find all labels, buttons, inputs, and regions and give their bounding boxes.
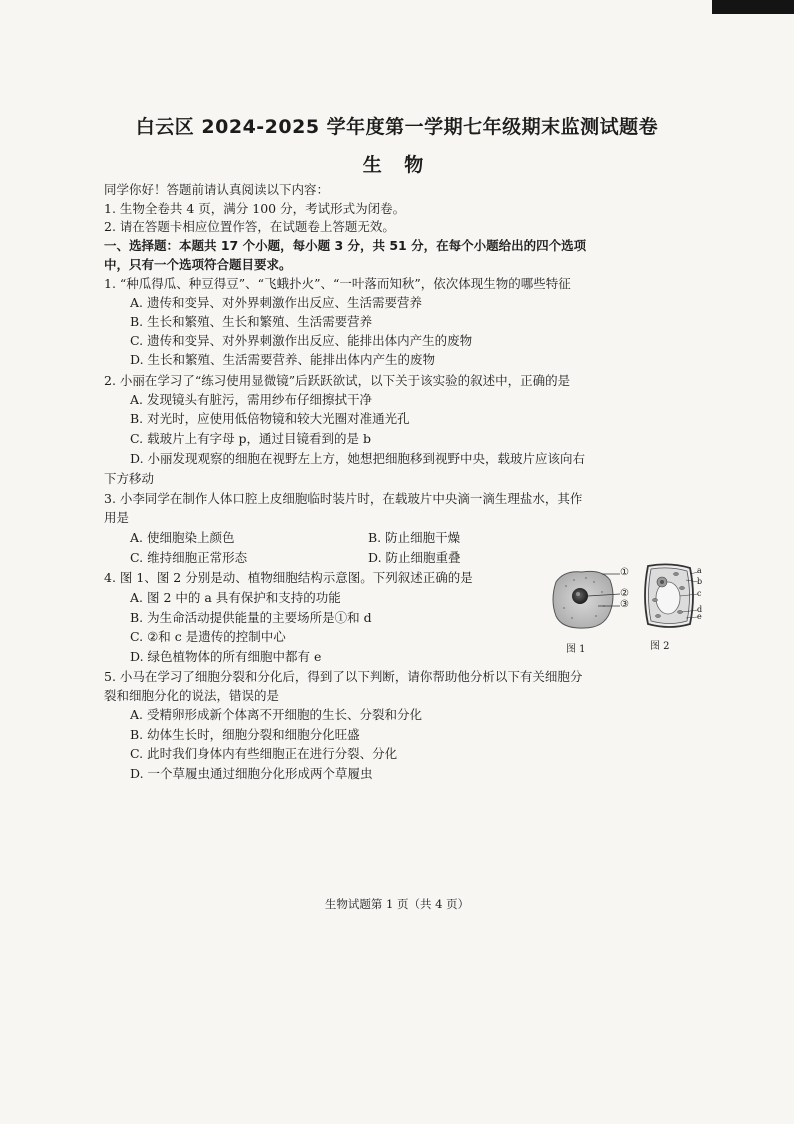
figure-2-marker-d: d xyxy=(697,605,703,614)
figure-2-marker-a: a xyxy=(697,566,702,575)
question-4-option-c: C. ②和 c 是遗传的控制中心 xyxy=(130,629,286,644)
question-4-option-d: D. 绿色植物体的所有细胞中都有 e xyxy=(130,649,322,664)
question-3-stem-line2: 用是 xyxy=(104,510,130,525)
figure-2-plant-cell xyxy=(640,560,703,632)
question-4-option-a: A. 图 2 中的 a 具有保护和支持的功能 xyxy=(130,590,341,605)
question-3-option-c: C. 维持细胞正常形态 xyxy=(130,550,248,565)
page-footer: 生物试题第 1 页（共 4 页） xyxy=(324,897,470,911)
figure-2-marker-b: b xyxy=(697,577,703,586)
question-3-stem-line1: 3. 小李同学在制作人体口腔上皮细胞临时装片时，在载玻片中央滴一滴生理盐水，其作 xyxy=(104,491,583,506)
question-5-stem-line2: 裂和细胞分化的说法，错误的是 xyxy=(104,688,280,703)
question-5-option-b: B. 幼体生长时，细胞分裂和细胞分化旺盛 xyxy=(130,727,360,742)
figure-1-caption: 图 1 xyxy=(566,644,586,655)
question-5-option-a: A. 受精卵形成新个体离不开细胞的生长、分裂和分化 xyxy=(130,707,422,722)
question-3-option-a: A. 使细胞染上颜色 xyxy=(130,530,235,545)
question-3-option-d: D. 防止细胞重叠 xyxy=(368,550,461,565)
figure-1-marker-2: ② xyxy=(620,588,629,599)
question-1-option-c: C. 遗传和变异、对外界刺激作出反应、能排出体内产生的废物 xyxy=(130,333,473,348)
question-1-stem: 1. “种瓜得瓜、种豆得豆”、“飞蛾扑火”、“一叶落而知秋”，依次体现生物的哪些特征 xyxy=(104,276,571,291)
exam-subject: 生 物 xyxy=(362,154,432,176)
question-2-stem: 2. 小丽在学习了“练习使用显微镜”后跃跃欲试，以下关于该实验的叙述中，正确的是 xyxy=(104,373,571,388)
figure-2-marker-e: e xyxy=(697,612,702,621)
question-1-option-a: A. 遗传和变异、对外界刺激作出反应、生活需要营养 xyxy=(130,295,422,310)
exam-title: 白云区 2024-2025 学年度第一学期七年级期末监测试题卷 xyxy=(135,116,659,138)
figure-2-marker-c: c xyxy=(697,589,702,598)
question-1-option-b: B. 生长和繁殖、生长和繁殖、生活需要营养 xyxy=(130,314,373,329)
scan-edge-shadow xyxy=(712,0,794,14)
question-5-option-c: C. 此时我们身体内有些细胞正在进行分裂、分化 xyxy=(130,746,398,761)
question-2-option-d-continued: 下方移动 xyxy=(104,471,155,486)
section-heading-line2: 中，只有一个选项符合题目要求。 xyxy=(104,257,292,272)
figure-1-marker-3: ③ xyxy=(620,599,629,610)
figure-2-caption: 图 2 xyxy=(650,641,670,652)
section-heading-line1: 一、选择题：本题共 17 个小题，每小题 3 分，共 51 分，在每个小题给出的四个选项 xyxy=(104,238,587,253)
question-5-option-d: D. 一个草履虫通过细胞分化形成两个草履虫 xyxy=(130,766,373,781)
figure-1-marker-1: ① xyxy=(620,567,629,578)
question-2-option-a: A. 发现镜头有脏污，需用纱布仔细擦拭干净 xyxy=(130,392,372,407)
question-2-option-b: B. 对光时，应使用低倍物镜和较大光圈对准通光孔 xyxy=(130,411,410,426)
question-2-option-c: C. 载玻片上有字母 p，通过目镜看到的是 b xyxy=(130,431,372,446)
question-2-option-d: D. 小丽发现观察的细胞在视野左上方，她想把细胞移到视野中央，载玻片应该向右 xyxy=(130,451,586,466)
question-3-option-b: B. 防止细胞干燥 xyxy=(368,530,461,545)
question-5-stem-line1: 5. 小马在学习了细胞分裂和分化后，得到了以下判断，请你帮助他分析以下有关细胞分 xyxy=(104,669,583,684)
question-4-stem: 4. 图 1、图 2 分别是动、植物细胞结构示意图。下列叙述正确的是 xyxy=(104,570,473,585)
instruction-item-1: 1. 生物全卷共 4 页，满分 100 分，考试形式为闭卷。 xyxy=(104,201,406,216)
instructions-greeting: 同学你好！答题前请认真阅读以下内容： xyxy=(104,182,330,197)
question-1-option-d: D. 生长和繁殖、生活需要营养、能排出体内产生的废物 xyxy=(130,352,436,367)
instruction-item-2: 2. 请在答题卡相应位置作答，在试题卷上答题无效。 xyxy=(104,219,395,234)
question-4-option-b: B. 为生命活动提供能量的主要场所是①和 d xyxy=(130,610,372,625)
